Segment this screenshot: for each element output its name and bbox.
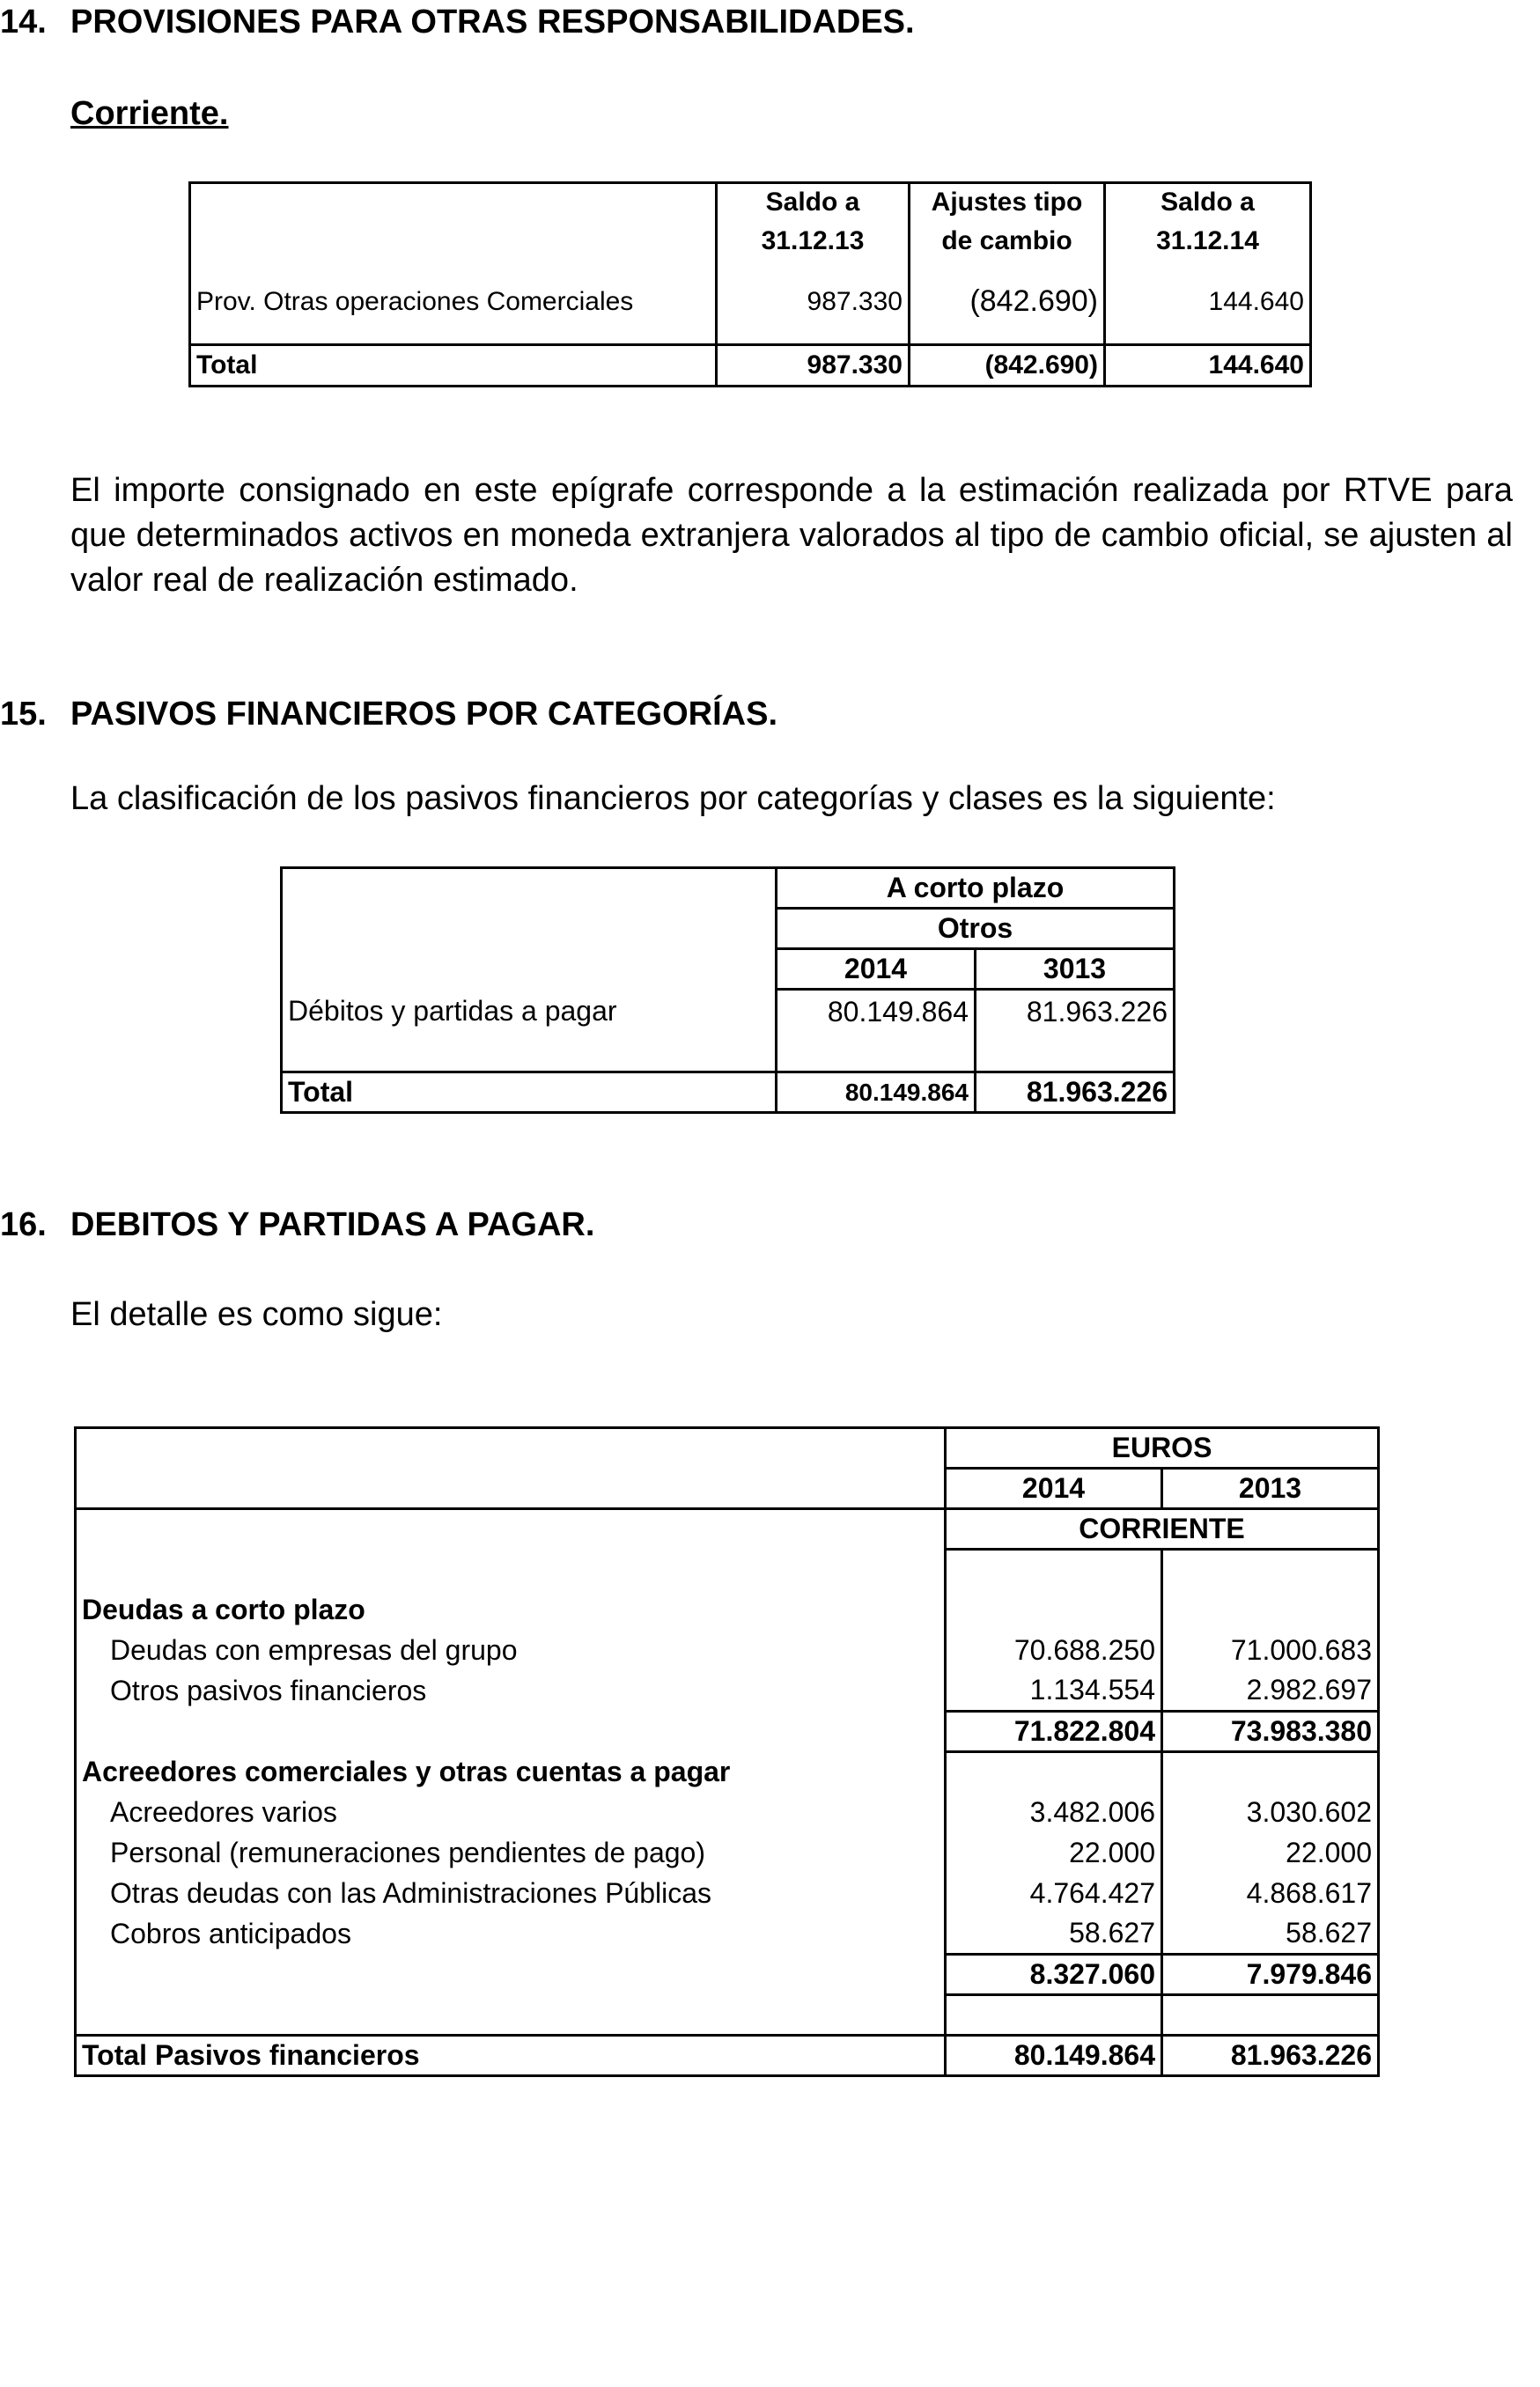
table-row: [282, 990, 1175, 1072]
cell-value: 58.627: [1162, 1914, 1379, 1955]
row-label: Cobros anticipados: [110, 1918, 351, 1949]
header-cell: 31.12.13: [717, 222, 910, 261]
header-cell: de cambio: [910, 222, 1105, 261]
table-row: [190, 261, 1311, 345]
total-value: 81.963.226: [976, 1072, 1175, 1113]
row-label: Acreedores varios: [110, 1796, 337, 1828]
table-row: [76, 1833, 1379, 1874]
cell-value: 80.149.864: [777, 990, 976, 1072]
header-cell: Otros: [777, 909, 1175, 949]
table-row: [76, 1874, 1379, 1914]
cell-value: 2.982.697: [1162, 1671, 1379, 1712]
table-row: [76, 1914, 1379, 1955]
group-label: Acreedores comerciales y otras cuentas a pagar: [82, 1756, 731, 1787]
table-header-row: [190, 222, 1311, 261]
total-value: (842.690): [910, 345, 1105, 387]
subtotal-value: 73.983.380: [1162, 1712, 1379, 1752]
cell-value: 71.000.683: [1162, 1631, 1379, 1671]
total-label: Total Pasivos financieros: [76, 2036, 946, 2076]
row-label: Deudas con empresas del grupo: [110, 1634, 518, 1666]
cell-value: 987.330: [717, 261, 910, 345]
row-label: Débitos y partidas a pagar: [282, 990, 777, 1072]
row-label: Otros pasivos financieros: [110, 1675, 427, 1706]
total-row: [190, 345, 1311, 387]
section-16-heading: [0, 1206, 1540, 1250]
table-row: [76, 1671, 1379, 1712]
subtotal-value: 8.327.060: [946, 1955, 1162, 1995]
cell-value: 81.963.226: [976, 990, 1175, 1072]
year-header: 3013: [976, 949, 1175, 990]
section-number: 14.: [0, 4, 47, 41]
total-value: 81.963.226: [1162, 2036, 1379, 2076]
header-cell: Saldo a: [717, 183, 910, 222]
subtotal-value: 71.822.804: [946, 1712, 1162, 1752]
year-header: 2013: [1162, 1469, 1379, 1509]
total-row: [282, 1072, 1175, 1113]
debts-detail-table: [74, 1426, 1380, 2077]
subtotal-row: [76, 1712, 1379, 1752]
section-title: DEBITOS Y PARTIDAS A PAGAR.: [70, 1206, 595, 1243]
row-label: Prov. Otras operaciones Comerciales: [196, 286, 634, 316]
section-title: PROVISIONES PARA OTRAS RESPONSABILIDADES.: [70, 4, 915, 41]
cell-value: 22.000: [1162, 1833, 1379, 1874]
section-14-heading: [0, 4, 1540, 48]
categories-table: [280, 866, 1175, 1114]
total-value: 80.149.864: [777, 1072, 976, 1113]
row-label: Personal (remuneraciones pendientes de pago): [110, 1837, 705, 1868]
group-header-row: [76, 1590, 1379, 1631]
header-cell: Saldo a: [1105, 183, 1311, 222]
total-label: Total: [190, 345, 717, 387]
section-number: 15.: [0, 696, 47, 733]
subtotal-value: 7.979.846: [1162, 1955, 1379, 1995]
cell-value: 3.030.602: [1162, 1793, 1379, 1833]
section-number: 16.: [0, 1206, 47, 1243]
year-header: 2014: [946, 1469, 1162, 1509]
total-row: [76, 2036, 1379, 2076]
section-16-intro: El detalle es como sigue:: [70, 1296, 443, 1333]
total-value: 80.149.864: [946, 2036, 1162, 2076]
section-14-subtitle: Corriente.: [70, 95, 229, 132]
year-header: 2014: [777, 949, 976, 990]
cell-value: 4.764.427: [946, 1874, 1162, 1914]
cell-value: 70.688.250: [946, 1631, 1162, 1671]
group-label: Deudas a corto plazo: [82, 1594, 365, 1625]
header-cell: Ajustes tipo: [910, 183, 1105, 222]
header-cell: 31.12.14: [1105, 222, 1311, 261]
header-cell: EUROS: [946, 1428, 1379, 1469]
table-header-row: [190, 183, 1311, 222]
cell-value: 3.482.006: [946, 1793, 1162, 1833]
subtotal-row: [76, 1955, 1379, 1995]
cell-value: 22.000: [946, 1833, 1162, 1874]
table-row: [76, 1631, 1379, 1671]
section-15-heading: [0, 696, 1540, 740]
cell-value: (842.690): [910, 261, 1105, 345]
provisions-table: [188, 181, 1312, 387]
total-value: 987.330: [717, 345, 910, 387]
cell-value: 58.627: [946, 1914, 1162, 1955]
cell-value: 1.134.554: [946, 1671, 1162, 1712]
cell-value: 144.640: [1105, 261, 1311, 345]
cell-value: 4.868.617: [1162, 1874, 1379, 1914]
header-cell: CORRIENTE: [946, 1509, 1379, 1550]
total-label: Total: [282, 1072, 777, 1113]
group-header-row: [76, 1752, 1379, 1793]
section-14-paragraph: El importe consignado en este epígrafe corresponde a la estimación realizada por RTVE para que determinados activos en moneda extranjera valorados al tipo de cambio oficial, se ajusten al valor real de realización estimado.: [70, 472, 1513, 599]
table-row: [76, 1793, 1379, 1833]
section-15-intro: La clasificación de los pasivos financieros por categorías y clases es la siguiente:: [70, 780, 1276, 817]
row-label: Otras deudas con las Administraciones Públicas: [110, 1877, 712, 1909]
total-value: 144.640: [1105, 345, 1311, 387]
section-title: PASIVOS FINANCIEROS POR CATEGORÍAS.: [70, 696, 778, 733]
header-cell: A corto plazo: [777, 868, 1175, 909]
